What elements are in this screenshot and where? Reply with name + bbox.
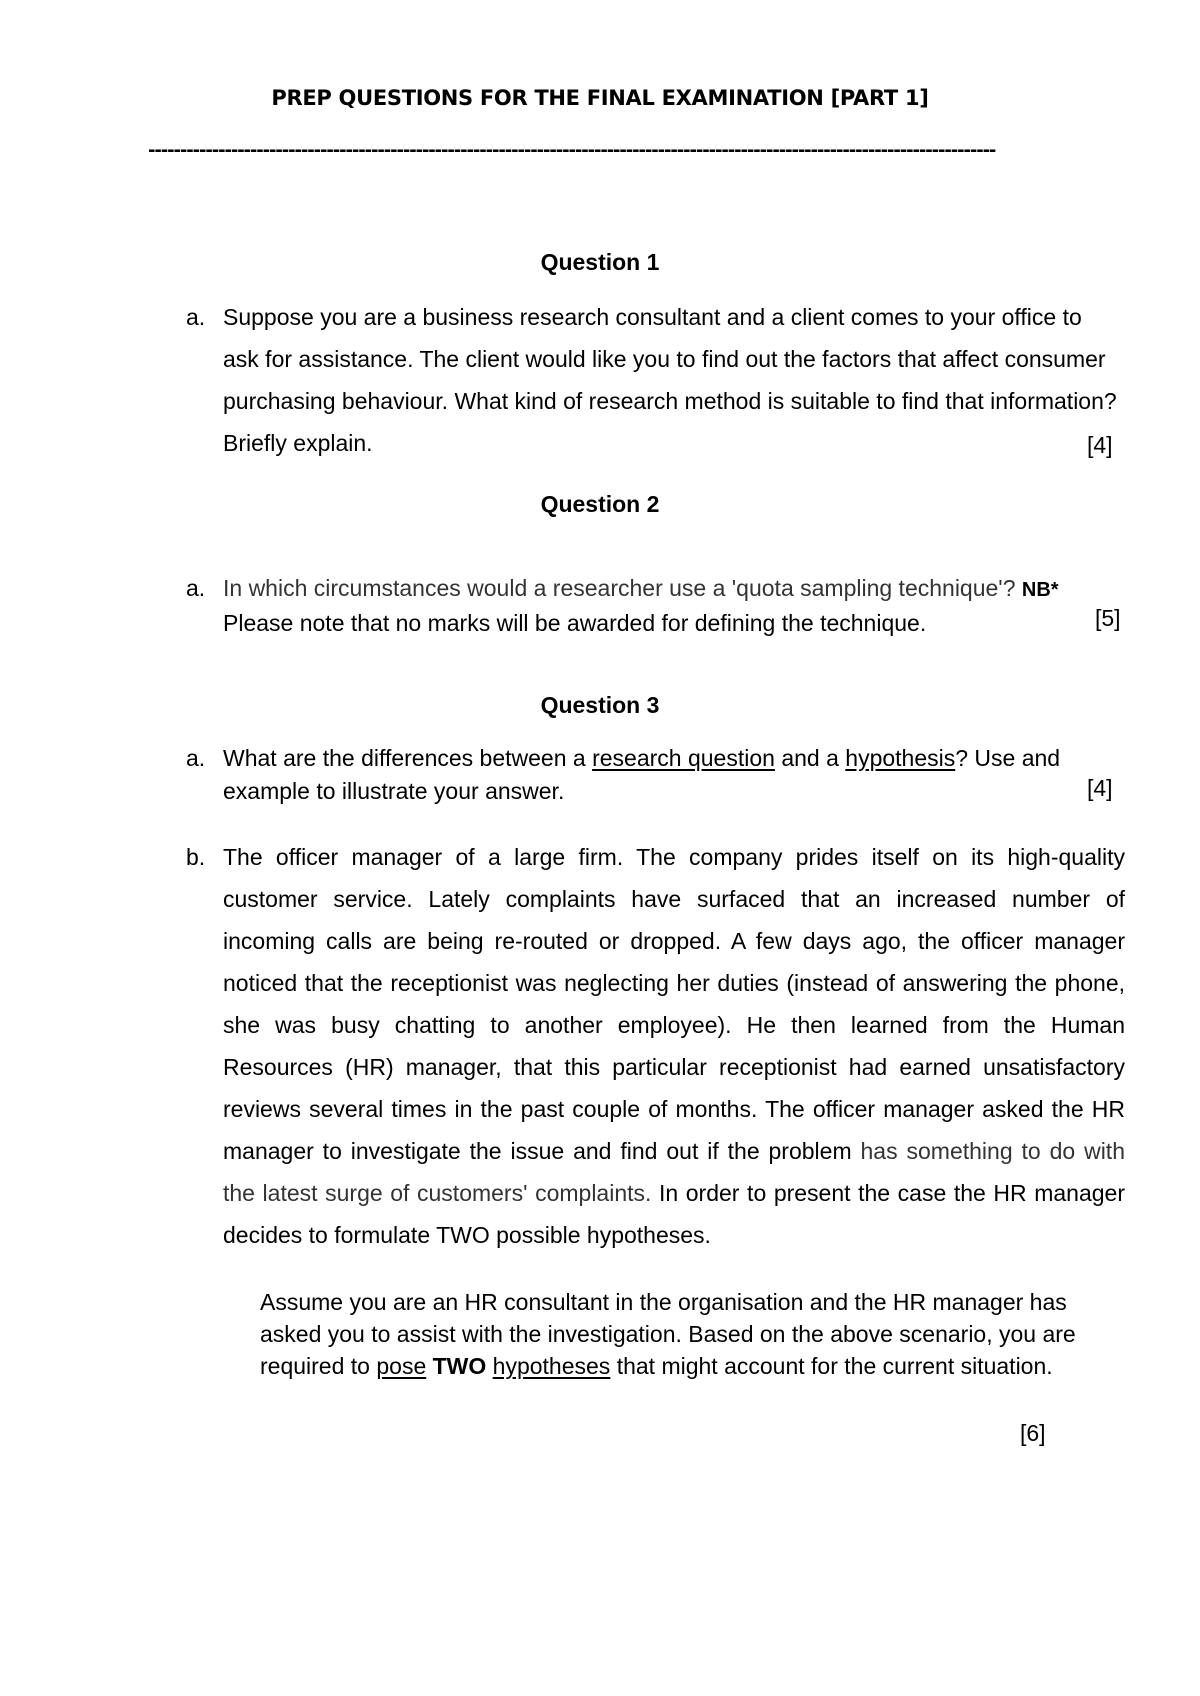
question-2-heading: Question 2: [540, 491, 660, 517]
question-3a-text-mid: and a: [781, 745, 839, 771]
question-2a-text: In which circumstances would a researcher use a 'quota sampling technique'?: [223, 575, 1016, 601]
question-3a-label: a.: [186, 745, 206, 771]
question-2a-note: Please note that no marks will be awarded for defining the technique.: [223, 610, 927, 636]
question-1a-mark: [4]: [1087, 432, 1113, 458]
question-3b-mark: [6]: [1020, 1420, 1046, 1446]
term-two: TWO: [432, 1353, 487, 1379]
question-3a: [186, 742, 1126, 812]
question-2a: [186, 572, 1126, 642]
nb-note: NB*: [1021, 579, 1059, 601]
term-research-question: research question: [592, 745, 775, 771]
question-2a-mark: [5]: [1095, 605, 1121, 631]
question-3b-scenario: [260, 1286, 1120, 1382]
question-3b-label: b.: [186, 844, 206, 870]
scenario-text-start: Assume you are an HR consultant in the organisation and the HR manager has asked you to assist with the investigation. Based on the above scenario, you are required to: [260, 1289, 1076, 1379]
term-hypothesis: hypothesis: [845, 745, 956, 771]
question-3a-text-end: ? Use and example to illustrate your answer.: [223, 745, 1061, 804]
question-1a-text: Suppose you are a business research consultant and a client comes to your office to ask for assistance. The client would like you to find out the factors that affect consumer purchasing behaviour. What kind of research method is suitable to find that information? Briefly explain.: [223, 304, 1117, 456]
term-hypotheses: hypotheses: [492, 1353, 611, 1379]
question-1a-label: a.: [186, 304, 206, 330]
term-pose: pose: [376, 1353, 427, 1379]
question-3-heading: Question 3: [540, 692, 660, 718]
question-1-heading: Question 1: [540, 249, 660, 275]
scenario-text-end: that might account for the current situation.: [616, 1353, 1053, 1379]
question-3b: [186, 836, 1126, 1256]
question-1a: [186, 296, 1126, 466]
dashed-divider: -------------------------------------------------------------------------------------------------------------------------------------: [148, 142, 996, 160]
question-3a-text-start: What are the differences between a: [223, 745, 586, 771]
question-2a-label: a.: [186, 575, 206, 601]
question-3b-text-light: has something to do with the latest surge of customers' complaints.: [223, 1138, 1125, 1206]
document-title: PREP QUESTIONS FOR THE FINAL EXAMINATION [PART 1]: [271, 86, 929, 110]
question-3a-mark: [4]: [1087, 775, 1113, 801]
question-3b-text-end: In order to present the case the HR manager decides to formulate TWO possible hypotheses.: [223, 1180, 1125, 1248]
question-3b-text: The officer manager of a large firm. The company prides itself on its high-quality customer service. Lately complaints have surfaced that an increased number of incoming calls are being re-routed or dropped. A few days ago, the officer manager noticed that the receptionist was neglecting her duties (instead of answering the phone, she was busy chatting to another employee). He then learned from the Human Resources (HR) manager, that this particular receptionist had earned unsatisfactory reviews several times in the past couple of months. The officer manager asked the HR manager to investigate the issue and find out if the problem: [223, 844, 1125, 1164]
